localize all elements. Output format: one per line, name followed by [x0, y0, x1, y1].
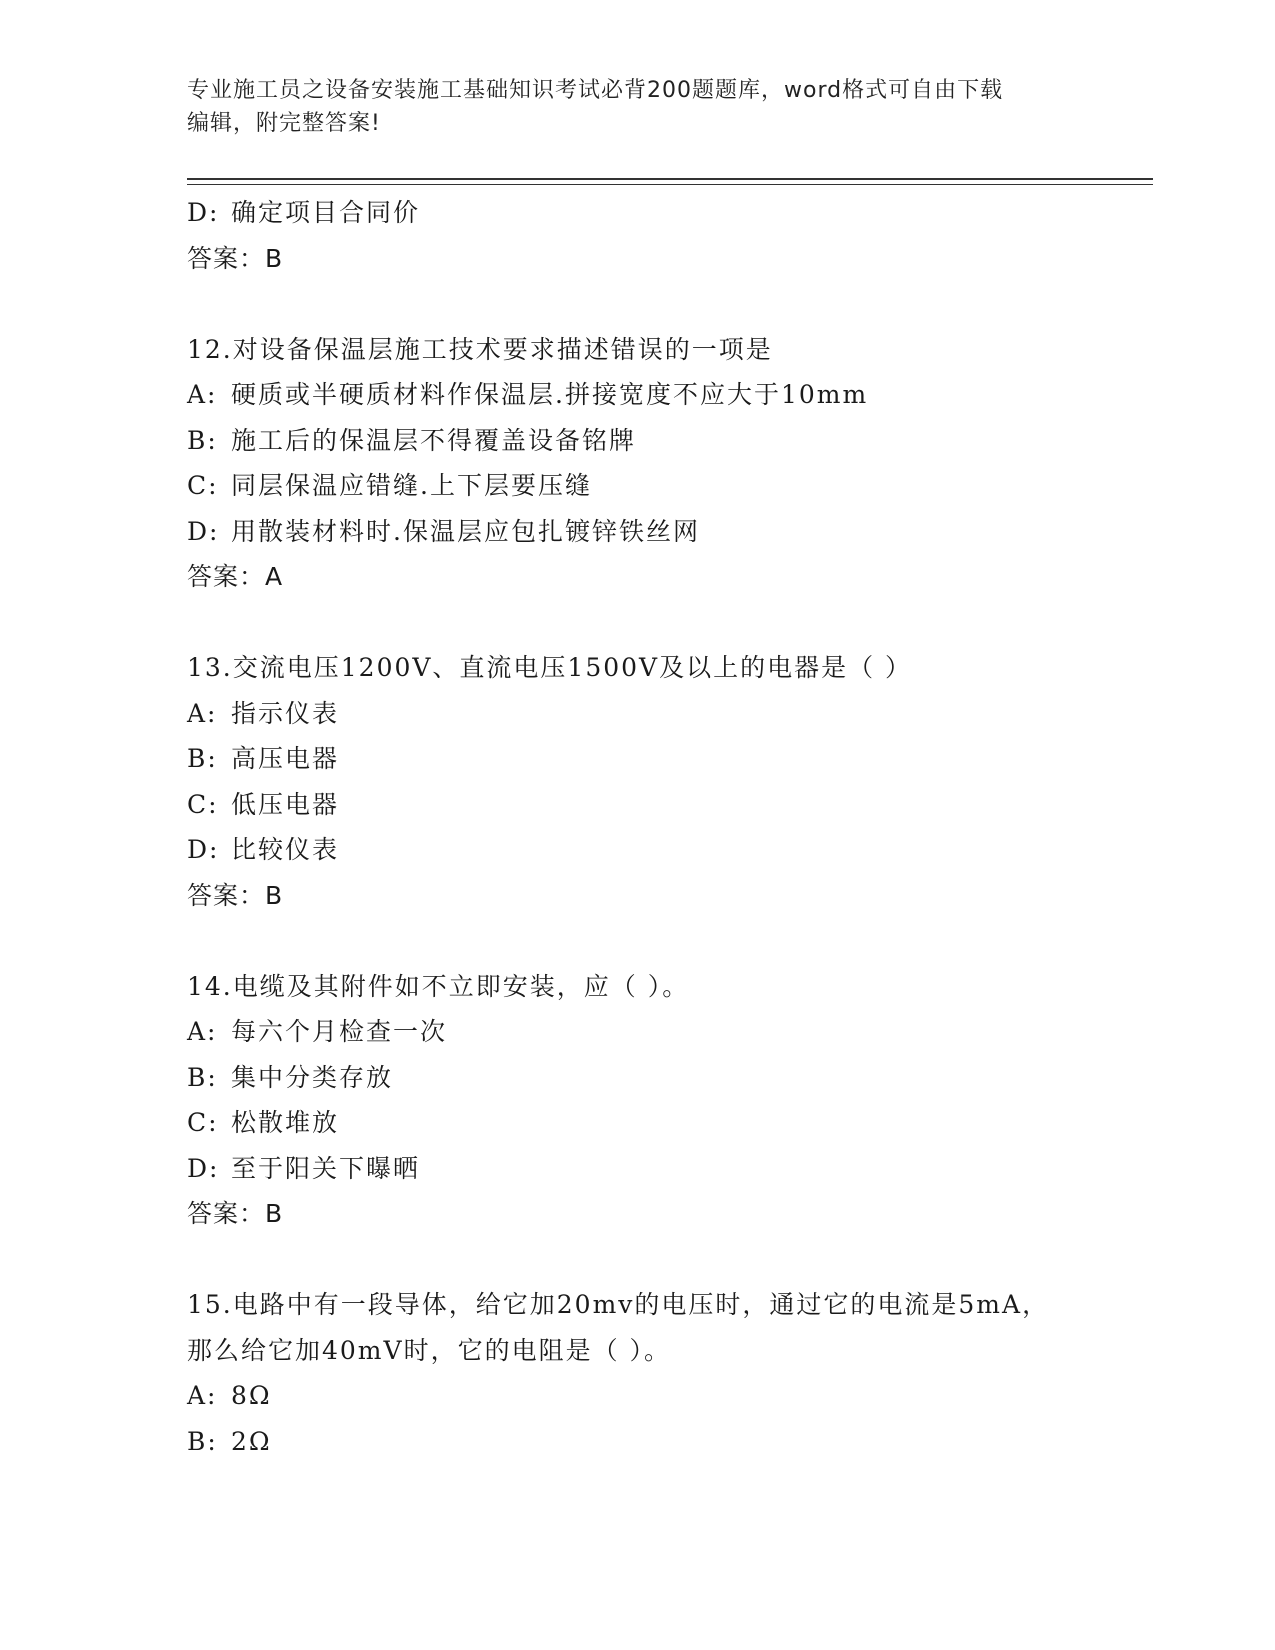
option-b — [187, 1055, 1137, 1101]
option-text: 施工后的保温层不得覆盖设备铭牌 — [231, 425, 637, 455]
option-text: 硬质或半硬质材料作保温层.拼接宽度不应大于10mm — [231, 380, 869, 409]
answer-line: 答案：A — [187, 562, 284, 591]
option-text: 至于阳关下曝晒 — [231, 1153, 421, 1183]
option-c — [187, 463, 1137, 509]
answer-line: 答案：B — [187, 880, 284, 910]
option-d — [187, 827, 1137, 873]
option-text: 高压电器 — [231, 744, 340, 773]
option-text: 低压电器 — [231, 789, 340, 819]
option-c — [187, 1100, 1137, 1146]
spacer — [187, 1237, 1137, 1283]
option-a — [187, 691, 1137, 737]
option-text: 用散装材料时.保温层应包扎镀锌铁丝网 — [231, 516, 700, 546]
question-stem-continued: 那么给它加40mV时，它的电阻是（ ）。 — [187, 1335, 672, 1365]
option-letter: C: — [187, 471, 219, 500]
option-letter: D: — [187, 516, 220, 546]
header-line-2: 编辑，附完整答案! — [187, 111, 381, 136]
option-c — [187, 782, 1137, 828]
option-text: 8Ω — [231, 1381, 272, 1410]
option-letter: B: — [187, 1426, 218, 1456]
option-text: 比较仪表 — [231, 835, 340, 864]
option-letter: C: — [187, 1108, 219, 1137]
header-line-1: 专业施工员之设备安装施工基础知识考试必背200题题库，word格式可自由下载 — [187, 78, 1004, 103]
question-stem: 13.交流电压1200V、直流电压1500V及以上的电器是（ ） — [187, 653, 913, 682]
option-letter: B: — [187, 1062, 218, 1092]
option-a — [187, 1373, 1137, 1419]
option-d — [187, 509, 1137, 555]
option-letter: B: — [187, 425, 218, 455]
document-header — [187, 74, 1087, 140]
option-a — [187, 1009, 1137, 1055]
option-letter: A: — [187, 380, 218, 409]
question-list — [187, 190, 1137, 1464]
spacer — [187, 281, 1137, 327]
option-letter: D: — [187, 1153, 220, 1183]
question-stem: 15.电路中有一段导体，给它加20mv的电压时，通过它的电流是5mA， — [187, 1290, 1050, 1319]
option-text: 同层保温应错缝.上下层要压缝 — [231, 471, 592, 500]
option-letter: B: — [187, 744, 218, 773]
option-d — [187, 190, 1137, 236]
answer-line: 答案：B — [187, 243, 284, 273]
option-text: 集中分类存放 — [231, 1062, 394, 1092]
option-letter: A: — [187, 698, 218, 728]
option-letter: C: — [187, 789, 219, 819]
option-letter: A: — [187, 1017, 218, 1046]
question-stem: 12.对设备保温层施工技术要求描述错误的一项是 — [187, 334, 773, 364]
option-b — [187, 418, 1137, 464]
option-letter: D: — [187, 198, 220, 227]
option-letter: D: — [187, 835, 220, 864]
header-divider-thick — [187, 178, 1153, 180]
option-text: 松散堆放 — [231, 1108, 340, 1137]
spacer — [187, 600, 1137, 646]
option-text: 每六个月检查一次 — [231, 1017, 448, 1046]
answer-line: 答案：B — [187, 1199, 284, 1228]
option-d — [187, 1146, 1137, 1192]
header-divider-thin — [187, 184, 1153, 185]
option-text: 确定项目合同价 — [231, 198, 421, 227]
option-b — [187, 1419, 1137, 1465]
option-a — [187, 372, 1137, 418]
option-b — [187, 736, 1137, 782]
option-letter: A: — [187, 1381, 218, 1410]
option-text: 指示仪表 — [231, 698, 340, 728]
option-text: 2Ω — [231, 1426, 272, 1456]
question-stem: 14.电缆及其附件如不立即安装，应（ ）。 — [187, 971, 690, 1001]
spacer — [187, 918, 1137, 964]
